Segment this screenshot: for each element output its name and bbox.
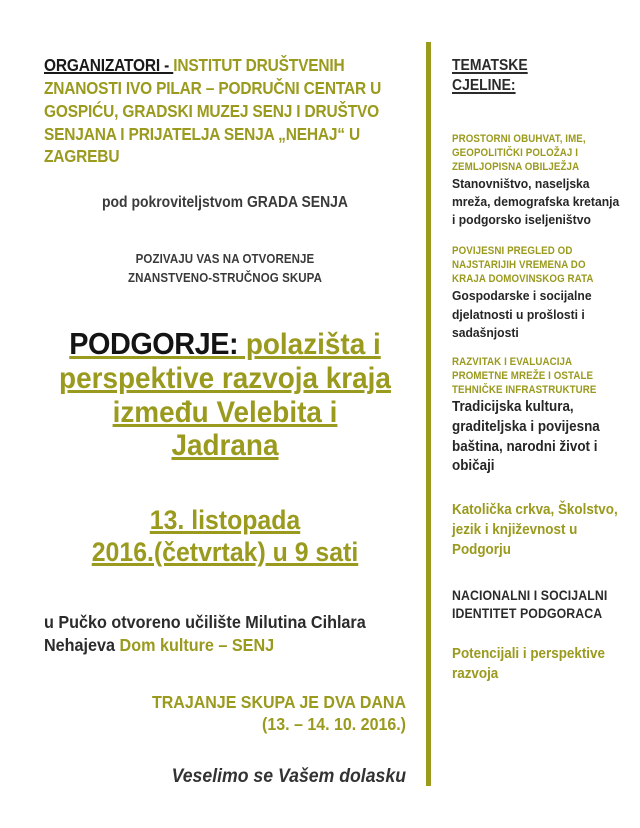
themes-heading [452, 56, 621, 97]
venue-name: u Pučko otvoreno učilište Milutina Cihlara Nehajeva [44, 611, 366, 655]
theme-item [452, 587, 621, 623]
theme-head: NACIONALNI I SOCIJALNI IDENTITET PODGORACA [452, 587, 608, 621]
organizers-block [44, 54, 407, 168]
duration-block [69, 691, 406, 736]
venue-block [44, 611, 403, 657]
duration-line-1: TRAJANJE SKUPA JE DVA DANA [151, 691, 406, 712]
theme-body: Tradicijska kultura, graditeljska i povijesna baština, narodni život i običaji [452, 398, 600, 475]
theme-head: POVIJESNI PREGLED OD NAJSTARIJIH VREMENA DO KRAJA DOMOVINSKOG RATA [452, 245, 594, 286]
organizers-label: ORGANIZATORI - [44, 55, 174, 75]
event-date-line-2: 2016.(četvrtak) u 9 sati [91, 536, 359, 567]
main-title-subtitle: polazišta i perspektive razvoja kraja između Velebita i Jadrana [59, 328, 391, 463]
themes-heading-line-2: CJELINE: [452, 77, 516, 95]
themes-heading-line-1: TEMATSKE [452, 57, 528, 74]
theme-item [452, 356, 621, 477]
theme-body: Stanovništvo, naseljska mreža, demografska kretanja i podgorsko iseljeništvo [452, 175, 620, 228]
theme-item [452, 645, 621, 685]
theme-item [452, 501, 621, 561]
patronage-line: pod pokroviteljstvom GRADA SENJA [102, 194, 348, 212]
theme-item [452, 133, 621, 230]
theme-body: Katolička crkva, Školstvo, jezik i književnost u Podgorju [452, 502, 618, 558]
main-title-keyword: PODGORJE: [69, 326, 239, 362]
right-column [452, 56, 622, 684]
left-column [44, 54, 406, 788]
event-date-line-1: 13. listopada [149, 504, 301, 535]
invitation-block [62, 250, 388, 287]
column-divider [426, 42, 431, 786]
duration-line-2: (13. – 14. 10. 2016.) [262, 714, 406, 735]
welcome-message: Veselimo se Vašem dolasku [171, 765, 406, 787]
venue-hall: Dom kulture – SENJ [119, 634, 275, 655]
main-title [57, 327, 394, 463]
invitation-line-2: ZNANSTVENO-STRUČNOG SKUPA [127, 269, 323, 285]
theme-head: RAZVITAK I EVALUACIJA PROMETNE MREŽE I OSTALE TEHNIČKE INFRASTRUKTURE [452, 356, 597, 396]
organizers-text: INSTITUT DRUŠTVENIH ZNANOSTI IVO PILAR – PODRUČNI CENTAR U GOSPIĆU, GRADSKI MUZEJ SENJ I DRUŠTVO SENJANA I PRIJATELJA SENJA „NEHAJ“ U ZAGREBU [44, 55, 382, 167]
theme-body: Potencijali i perspektive razvoja [452, 645, 605, 682]
invitation-line-1: POZIVAJU VAS NA OTVORENJE [135, 251, 315, 267]
theme-item [452, 245, 621, 342]
theme-head: PROSTORNI OBUHVAT, IME, GEOPOLITIČKI POLOŽAJ I ZEMLJOPISNA OBILJEŽJA [452, 132, 586, 173]
theme-body: Gospodarske i socijalne djelatnosti u prošlosti i sadašnjosti [452, 288, 592, 340]
event-date [58, 505, 391, 569]
